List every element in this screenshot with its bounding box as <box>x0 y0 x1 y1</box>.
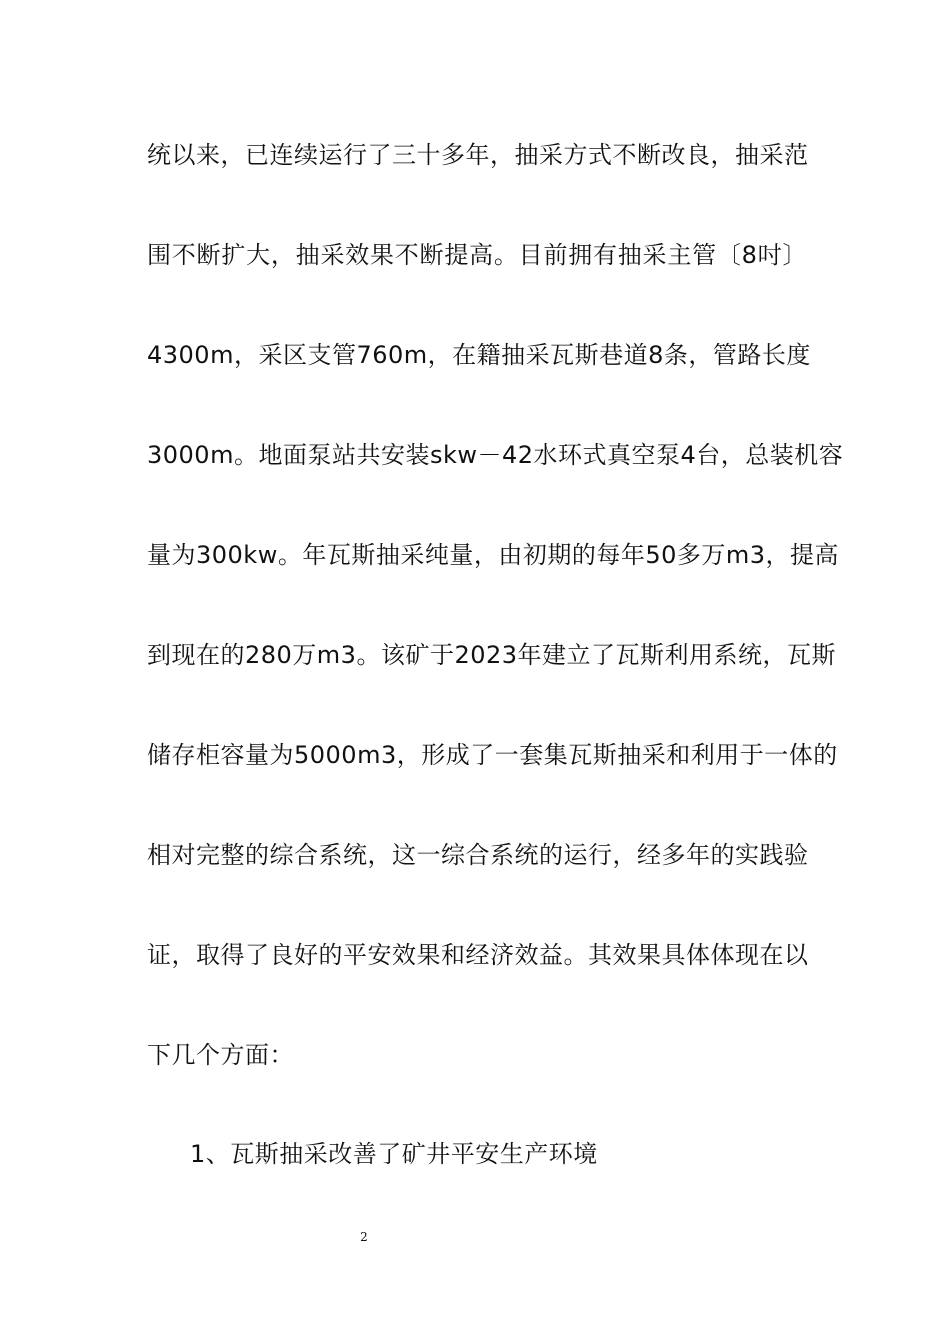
paragraph-line-5: 量为300kw。年瓦斯抽采纯量，由初期的每年50多万m3，提高 <box>147 541 840 569</box>
paragraph-line-1: 统以来，已连续运行了三十多年，抽采方式不断改良，抽采范 <box>147 141 809 169</box>
paragraph-line-8: 相对完整的综合系统，这一综合系统的运行，经多年的实践验 <box>147 841 809 869</box>
section-heading: 1、瓦斯抽采改善了矿井平安生产环境 <box>190 1140 598 1168</box>
paragraph-line-7: 储存柜容量为5000m3，形成了一套集瓦斯抽采和利用于一体的 <box>147 741 838 769</box>
paragraph-line-9: 证，取得了良好的平安效果和经济效益。其效果具体体现在以 <box>147 941 809 969</box>
paragraph-line-2: 围不断扩大，抽采效果不断提高。目前拥有抽采主管〔8吋〕 <box>147 241 807 269</box>
page-number: 2 <box>360 1230 368 1244</box>
paragraph-line-6: 到现在的280万m3。该矿于2023年建立了瓦斯利用系统，瓦斯 <box>147 641 837 669</box>
paragraph-line-10: 下几个方面： <box>147 1041 294 1069</box>
paragraph-line-4: 3000m。地面泵站共安装skw－42水环式真空泵4台，总装机容 <box>147 441 844 469</box>
paragraph-line-3: 4300m，采区支管760m，在籍抽采瓦斯巷道8条，管路长度 <box>147 341 811 369</box>
